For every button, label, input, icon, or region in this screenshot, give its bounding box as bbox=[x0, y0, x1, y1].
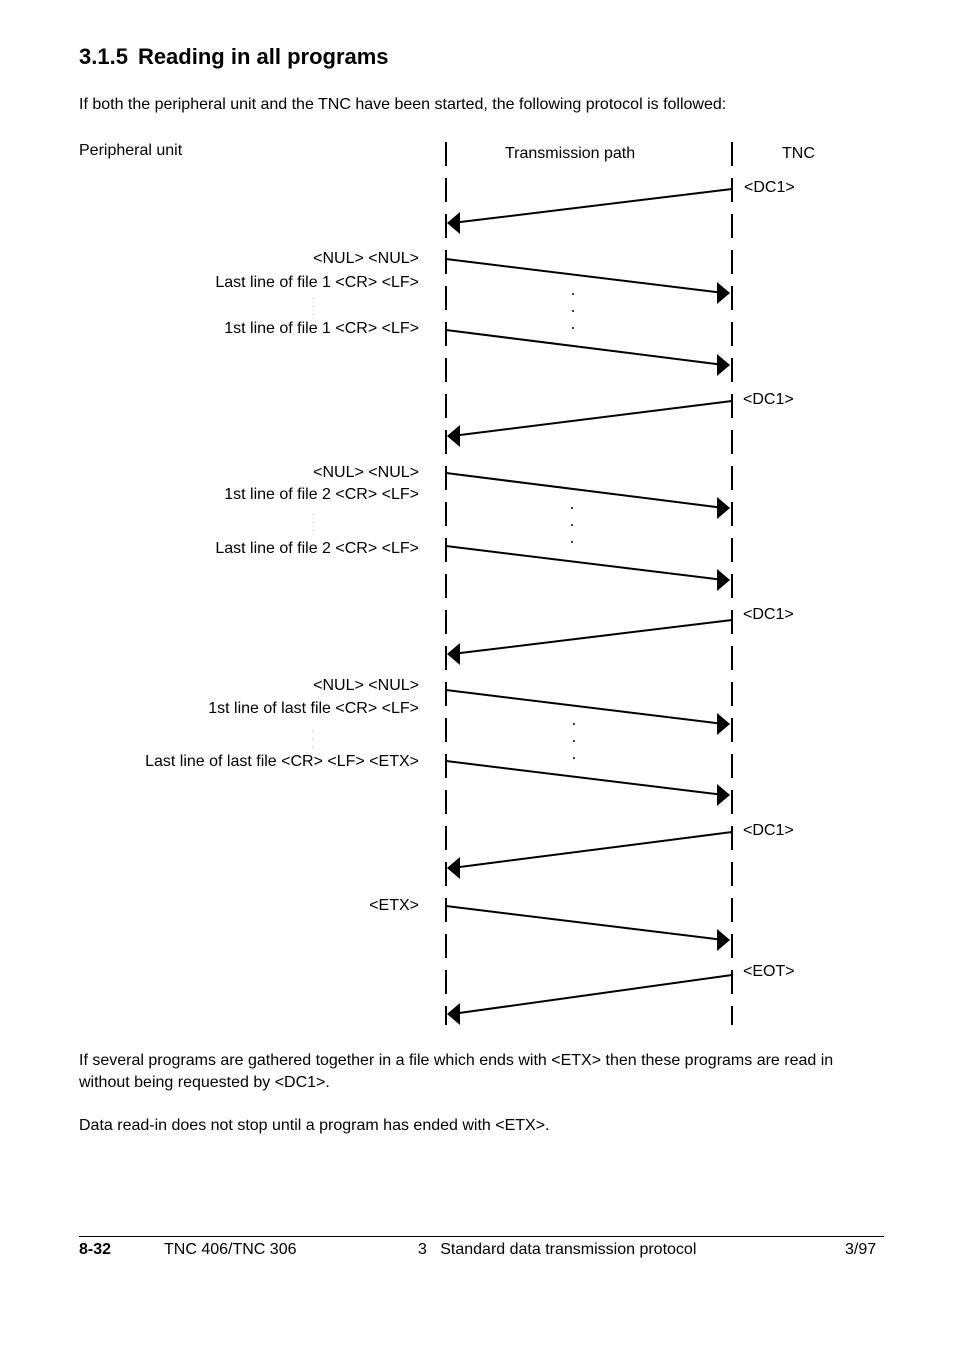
peripheral-line: Last line of file 2 <CR> <LF> bbox=[215, 540, 419, 557]
tnc-signal-eot: <EOT> bbox=[743, 963, 795, 980]
tnc-signal-dc1: <DC1> bbox=[743, 822, 794, 839]
peripheral-line-etx: <ETX> bbox=[369, 897, 419, 914]
transmission-path-label: Transmission path bbox=[505, 145, 636, 162]
note-paragraph: Data read-in does not stop until a program has ended with <ETX>. bbox=[79, 1117, 550, 1134]
arrow-data-to-tnc bbox=[446, 330, 730, 376]
ellipsis-dots bbox=[571, 507, 573, 543]
arrow-data-to-tnc bbox=[446, 259, 730, 304]
tnc-signal-dc1: <DC1> bbox=[743, 606, 794, 623]
peripheral-line: Last line of file 1 <CR> <LF> bbox=[215, 274, 419, 291]
tnc-signal-dc1: <DC1> bbox=[744, 179, 795, 196]
ellipsis-dots bbox=[573, 723, 575, 759]
arrow-data-to-tnc bbox=[446, 473, 730, 519]
arrow-eot-to-peripheral bbox=[447, 975, 732, 1025]
peripheral-unit-label: Peripheral unit bbox=[79, 142, 183, 159]
arrow-etx-to-tnc bbox=[446, 906, 730, 951]
footer-product: TNC 406/TNC 306 bbox=[164, 1241, 297, 1258]
footer-section: 3 Standard data transmission protocol bbox=[418, 1241, 697, 1258]
peripheral-line: <NUL> <NUL> bbox=[313, 250, 419, 267]
arrow-dc1-to-peripheral bbox=[447, 189, 732, 234]
peripheral-line: <NUL> <NUL> bbox=[313, 677, 419, 694]
section-number: 3.1.5 bbox=[79, 44, 128, 69]
arrow-dc1-to-peripheral bbox=[447, 832, 732, 879]
peripheral-line: <NUL> <NUL> bbox=[313, 464, 419, 481]
peripheral-line: Last line of last file <CR> <LF> <ETX> bbox=[145, 753, 419, 770]
arrow-data-to-tnc bbox=[446, 761, 730, 806]
peripheral-line: 1st line of last file <CR> <LF> bbox=[208, 700, 419, 717]
footer-rule bbox=[79, 1236, 884, 1237]
ellipsis-dots: · · · bbox=[312, 729, 314, 751]
intro-paragraph: If both the peripheral unit and the TNC have been started, the following protocol is followed: bbox=[79, 96, 727, 113]
arrow-data-to-tnc bbox=[446, 546, 730, 591]
ellipsis-dots: · · · bbox=[312, 296, 314, 318]
ellipsis-dots bbox=[572, 293, 574, 329]
ellipsis-dots: · · · bbox=[312, 512, 314, 534]
peripheral-line: 1st line of file 2 <CR> <LF> bbox=[224, 486, 419, 503]
section-title: Reading in all programs bbox=[137, 44, 389, 69]
arrow-data-to-tnc bbox=[446, 690, 730, 735]
peripheral-line: 1st line of file 1 <CR> <LF> bbox=[224, 320, 419, 337]
arrow-dc1-to-peripheral bbox=[447, 401, 732, 447]
note-paragraph: If several programs are gathered together in a file which ends with <ETX> then these programs are read in without being requested by <DC1>. bbox=[79, 1052, 834, 1091]
footer-date: 3/97 bbox=[845, 1241, 877, 1258]
tnc-label: TNC bbox=[782, 145, 815, 162]
arrow-dc1-to-peripheral bbox=[447, 620, 732, 665]
tnc-signal-dc1: <DC1> bbox=[743, 391, 794, 408]
footer-page-number: 8-32 bbox=[79, 1241, 112, 1258]
